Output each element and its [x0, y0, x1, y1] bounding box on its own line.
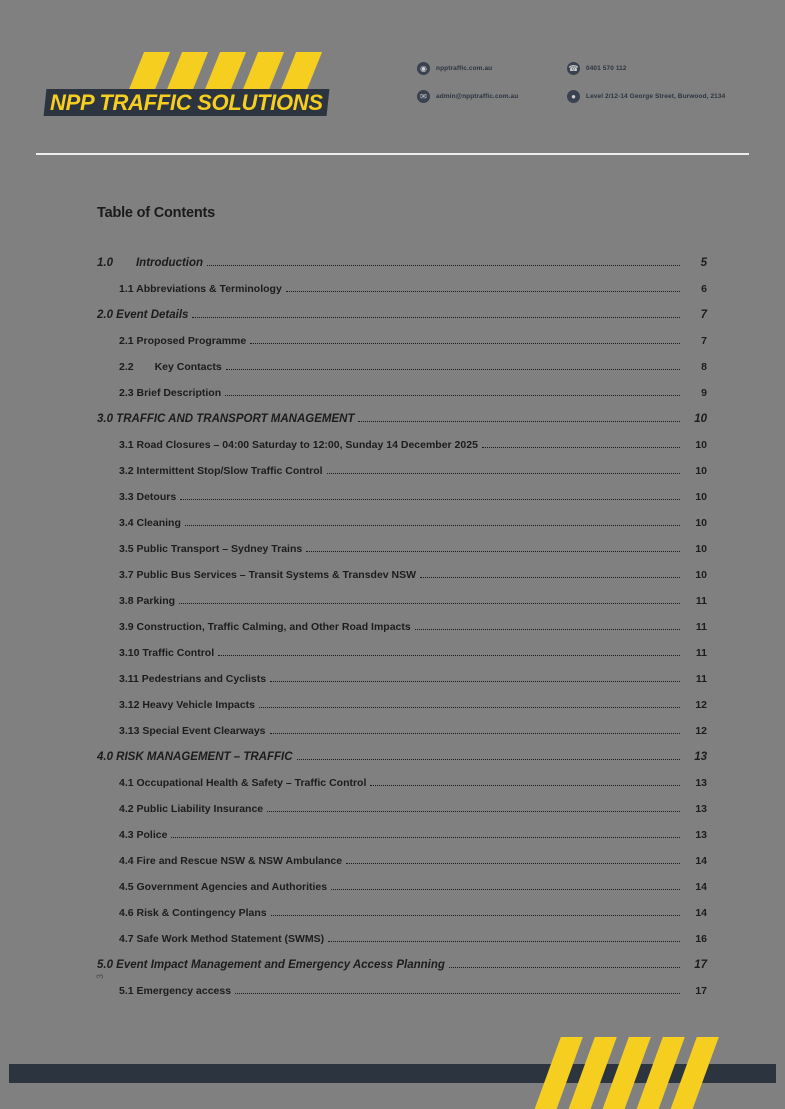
toc-leader-dots: [331, 877, 680, 890]
toc-entry[interactable]: [97, 321, 707, 347]
toc-entry[interactable]: [97, 529, 707, 555]
toc-entry[interactable]: [97, 503, 707, 529]
toc-entry-page: 10: [695, 465, 707, 477]
toc-entry-page: 10: [695, 569, 707, 581]
toc-entry-label: 2.1 Proposed Programme: [119, 335, 247, 347]
toc-entry-label: 3.12 Heavy Vehicle Impacts: [119, 699, 256, 711]
logo-wordmark-text: NPP TRAFFIC SOLUTIONS: [50, 90, 323, 115]
contact-address[interactable]: [567, 90, 725, 103]
contact-website[interactable]: [417, 62, 492, 75]
toc-entry-label: 3.8 Parking: [119, 595, 176, 607]
phone-icon: ☎: [567, 62, 580, 75]
toc-entry-page: 14: [695, 907, 707, 919]
toc-entry[interactable]: [97, 711, 707, 737]
toc-entry-page: 11: [695, 595, 707, 607]
toc-entry[interactable]: [97, 295, 707, 321]
contact-email-text: admin@npptraffic.com.au: [436, 93, 519, 100]
toc-entry-label: 3.9 Construction, Traffic Calming, and Other Road Impacts: [119, 621, 411, 633]
toc-entry-label: 3.2 Intermittent Stop/Slow Traffic Control: [119, 465, 323, 477]
toc-entry-page: 10: [695, 491, 707, 503]
toc-entry[interactable]: [97, 607, 707, 633]
toc-leader-dots: [420, 565, 680, 578]
toc-entry-label: 4.6 Risk & Contingency Plans: [119, 907, 267, 919]
toc-entry-label: 3.5 Public Transport – Sydney Trains: [119, 543, 303, 555]
toc-entry-page: 11: [695, 621, 707, 633]
toc-leader-dots: [218, 643, 680, 656]
contact-phone[interactable]: [567, 62, 627, 75]
toc-leader-dots: [207, 253, 680, 266]
toc-leader-dots: [267, 799, 680, 812]
header-contact-block: [409, 58, 769, 118]
toc-entry-page: 11: [695, 673, 707, 685]
globe-icon: ◉: [417, 62, 430, 75]
toc-entry[interactable]: [97, 581, 707, 607]
toc-entry[interactable]: [97, 633, 707, 659]
toc-entry-page: 12: [695, 725, 707, 737]
page-title: Table of Contents: [97, 205, 215, 221]
toc-leader-dots: [171, 825, 680, 838]
toc-entry[interactable]: [97, 685, 707, 711]
toc-entry-label: 5.0 Event Impact Management and Emergency Access Planning: [97, 959, 445, 971]
toc-leader-dots: [358, 409, 680, 422]
toc-entry[interactable]: [97, 815, 707, 841]
toc-entry[interactable]: [97, 659, 707, 685]
toc-leader-dots: [306, 539, 680, 552]
toc-entry-label: 4.3 Police: [119, 829, 168, 841]
toc-leader-dots: [346, 851, 680, 864]
contact-address-text: Level 2/12-14 George Street, Burwood, 2134: [586, 93, 726, 100]
toc-entry-page: 13: [695, 803, 707, 815]
footer-stripes-icon: [539, 1037, 729, 1109]
toc-leader-dots: [286, 279, 680, 292]
contact-website-text: npptraffic.com.au: [436, 65, 493, 72]
toc-entry[interactable]: [97, 399, 707, 425]
toc-entry-page: 8: [701, 361, 707, 373]
toc-leader-dots: [250, 331, 680, 344]
toc-entry-page: 11: [695, 647, 707, 659]
toc-entry-list: [97, 243, 707, 997]
toc-entry-label: 3.3 Detours: [119, 491, 177, 503]
toc-leader-dots: [226, 357, 680, 370]
toc-entry-page: 12: [695, 699, 707, 711]
toc-leader-dots: [370, 773, 680, 786]
toc-entry-page: 10: [695, 543, 707, 555]
toc-entry-label: 3.4 Cleaning: [119, 517, 181, 529]
toc-entry-label: 3.7 Public Bus Services – Transit Systems & Transdev NSW: [119, 569, 417, 581]
toc-entry-label: 3.11 Pedestrians and Cyclists: [119, 673, 267, 685]
toc-entry[interactable]: [97, 373, 707, 399]
mail-icon: ✉: [417, 90, 430, 103]
toc-entry-label: 3.13 Special Event Clearways: [119, 725, 266, 737]
toc-leader-dots: [270, 669, 680, 682]
toc-entry-page: 13: [695, 829, 707, 841]
toc-leader-dots: [297, 747, 680, 760]
document-page: [9, 0, 776, 1109]
toc-entry[interactable]: [97, 867, 707, 893]
toc-entry-page: 13: [694, 751, 707, 763]
toc-entry[interactable]: [97, 919, 707, 945]
toc-entry-label: 4.5 Government Agencies and Authorities: [119, 881, 328, 893]
toc-entry[interactable]: [97, 737, 707, 763]
toc-entry[interactable]: [97, 269, 707, 295]
toc-leader-dots: [180, 487, 680, 500]
toc-entry-label: 4.0 RISK MANAGEMENT – TRAFFIC: [97, 751, 293, 763]
toc-leader-dots: [179, 591, 680, 604]
toc-entry-label: 2.2 Key Contacts: [119, 361, 222, 373]
toc-entry-page: 9: [701, 387, 707, 399]
toc-entry-label: 4.7 Safe Work Method Statement (SWMS): [119, 933, 325, 945]
toc-entry-page: 14: [695, 855, 707, 867]
toc-entry[interactable]: [97, 451, 707, 477]
toc-leader-dots: [415, 617, 680, 630]
toc-leader-dots: [259, 695, 680, 708]
toc-entry-page: 7: [700, 309, 707, 321]
toc-entry-page: 10: [695, 517, 707, 529]
toc-leader-dots: [192, 305, 680, 318]
toc-entry[interactable]: [97, 893, 707, 919]
toc-entry-label: 3.10 Traffic Control: [119, 647, 215, 659]
toc-entry-page: 16: [695, 933, 707, 945]
pin-icon: ●: [567, 90, 580, 103]
toc-entry-label: 3.1 Road Closures – 04:00 Saturday to 12:00, Sunday 14 December 2025: [119, 439, 478, 451]
toc-leader-dots: [271, 903, 680, 916]
toc-entry-label: 4.2 Public Liability Insurance: [119, 803, 264, 815]
toc-entry-page: 7: [701, 335, 707, 347]
toc-entry-page: 17: [695, 985, 707, 997]
toc-entry[interactable]: [97, 347, 707, 373]
toc-entry-label: 2.3 Brief Description: [119, 387, 222, 399]
toc-entry-label: 1.0 Introduction: [97, 257, 204, 269]
page-number: 3: [95, 973, 105, 979]
toc-entry[interactable]: [97, 425, 707, 451]
toc-entry-page: 13: [695, 777, 707, 789]
toc-leader-dots: [225, 383, 680, 396]
toc-entry-label: 4.4 Fire and Rescue NSW & NSW Ambulance: [119, 855, 343, 867]
toc-entry-label: 4.1 Occupational Health & Safety – Traffic Control: [119, 777, 367, 789]
toc-entry-label: 3.0 TRAFFIC AND TRANSPORT MANAGEMENT: [97, 413, 355, 425]
header-divider: [36, 153, 749, 155]
toc-entry[interactable]: [97, 789, 707, 815]
company-logo: [45, 52, 335, 124]
toc-entry[interactable]: [97, 763, 707, 789]
toc-entry-label: 5.1 Emergency access: [119, 985, 232, 997]
toc-leader-dots: [235, 981, 680, 994]
logo-wordmark: [44, 89, 330, 116]
toc-entry-page: 5: [700, 257, 707, 269]
toc-entry-page: 6: [701, 283, 707, 295]
toc-entry-page: 14: [695, 881, 707, 893]
toc-leader-dots: [449, 955, 680, 968]
contact-phone-text: 0401 570 112: [586, 65, 627, 72]
toc-entry-label: 2.0 Event Details: [97, 309, 189, 321]
toc-leader-dots: [327, 461, 680, 474]
toc-entry-page: 17: [694, 959, 707, 971]
toc-leader-dots: [185, 513, 680, 526]
toc-entry[interactable]: [97, 555, 707, 581]
toc-leader-dots: [328, 929, 680, 942]
toc-entry-page: 10: [694, 413, 707, 425]
contact-email[interactable]: [417, 90, 518, 103]
toc-entry[interactable]: [97, 243, 707, 269]
toc-entry[interactable]: [97, 477, 707, 503]
page-footer: [9, 1025, 776, 1109]
toc-leader-dots: [482, 435, 680, 448]
toc-entry[interactable]: [97, 945, 707, 971]
toc-entry[interactable]: [97, 971, 707, 997]
toc-leader-dots: [270, 721, 680, 734]
toc-entry-label: 1.1 Abbreviations & Terminology: [119, 283, 282, 295]
toc-entry[interactable]: [97, 841, 707, 867]
page-header: [9, 0, 776, 155]
toc-entry-page: 10: [695, 439, 707, 451]
